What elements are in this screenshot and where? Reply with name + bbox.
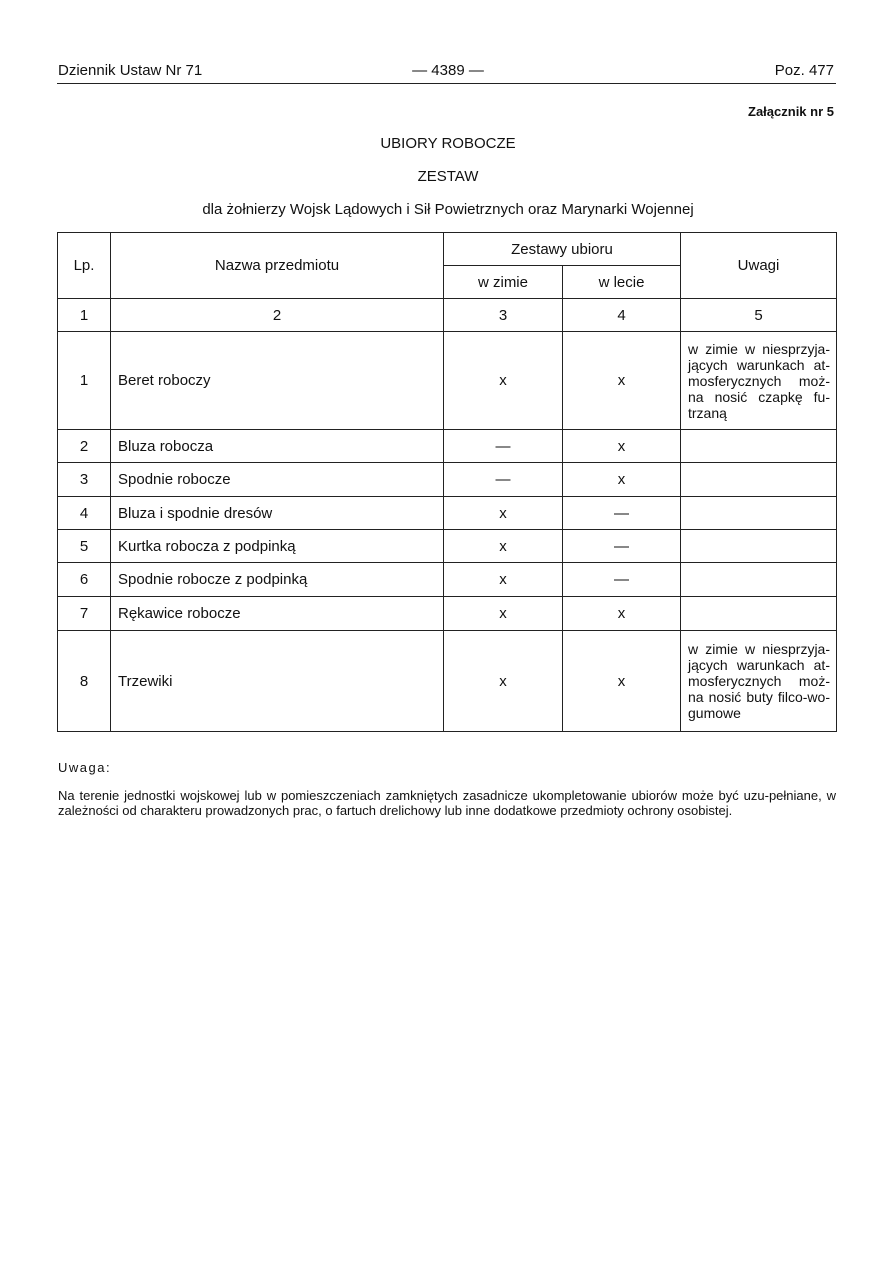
row-summer: x [563,332,681,430]
table-header-row [58,233,837,266]
row-lp: 5 [58,530,111,563]
row-name: Kurtka robocza z podpinką [111,530,444,563]
table-row [58,631,837,732]
page-number: — 4389 — [412,62,484,79]
row-notes [681,497,837,530]
row-summer: — [563,497,681,530]
row-name: Trzewiki [111,631,444,732]
document-title: UBIORY ROBOCZE [380,135,516,152]
row-lp: 4 [58,497,111,530]
column-number: 4 [563,299,681,332]
header-sets: Zestawy ubioru [444,233,681,266]
row-summer: x [563,631,681,732]
row-summer: — [563,563,681,597]
row-winter: — [444,430,563,463]
row-summer: x [563,597,681,631]
header-lp: Lp. [58,233,111,299]
column-number-row [58,299,837,332]
row-winter: x [444,597,563,631]
column-number: 1 [58,299,111,332]
journal-title: Dziennik Ustaw Nr 71 [58,62,203,79]
row-notes: w zimie w niesprzyja-jących warunkach at-mosferycznych moż-na nosić buty filco-wo-gumowe [681,631,837,732]
row-notes [681,463,837,497]
document-subtitle: ZESTAW [417,168,479,185]
row-notes [681,530,837,563]
remark-text: Na terenie jednostki wojskowej lub w pomieszczeniach zamkniętych zasadnicze ukompletowanie ubiorów może być uzu-pełniane, w zależności od charakteru prowadzonych prac, o fartuch drelichowy lub inne dodatkowe przedmioty ochrony osobistej. [58,788,836,818]
row-winter: x [444,332,563,430]
table-row [58,430,837,463]
column-number: 2 [111,299,444,332]
row-notes: w zimie w niesprzyja-jących warunkach at-mosferycznych moż-na nosić czapkę fu-trzaną [681,332,837,430]
table-row [58,463,837,497]
document-scope: dla żołnierzy Wojsk Lądowych i Sił Powietrznych oraz Marynarki Wojennej [202,201,694,218]
row-notes [681,430,837,463]
row-summer: x [563,430,681,463]
row-lp: 7 [58,597,111,631]
header-notes: Uwagi [681,233,837,299]
row-winter: x [444,497,563,530]
row-notes [681,563,837,597]
table-row [58,597,837,631]
header-summer: w lecie [563,266,681,299]
row-name: Bluza robocza [111,430,444,463]
table-row [58,332,837,430]
annex-label: Załącznik nr 5 [748,104,834,119]
table-row [58,563,837,597]
clothing-table [57,232,837,732]
row-winter: x [444,530,563,563]
header-name: Nazwa przedmiotu [111,233,444,299]
row-lp: 2 [58,430,111,463]
row-name: Bluza i spodnie dresów [111,497,444,530]
row-lp: 1 [58,332,111,430]
row-name: Spodnie robocze [111,463,444,497]
row-name: Spodnie robocze z podpinką [111,563,444,597]
header-divider [57,83,836,84]
row-name: Rękawice robocze [111,597,444,631]
row-summer: x [563,463,681,497]
row-lp: 3 [58,463,111,497]
row-winter: — [444,463,563,497]
row-notes [681,597,837,631]
row-winter: x [444,563,563,597]
position-number: Poz. 477 [774,62,834,79]
column-number: 5 [681,299,837,332]
table-row [58,497,837,530]
row-winter: x [444,631,563,732]
row-lp: 8 [58,631,111,732]
row-summer: — [563,530,681,563]
column-number: 3 [444,299,563,332]
table-row [58,530,837,563]
row-lp: 6 [58,563,111,597]
header-winter: w zimie [444,266,563,299]
row-name: Beret roboczy [111,332,444,430]
remark-label: Uwaga: [58,760,112,775]
